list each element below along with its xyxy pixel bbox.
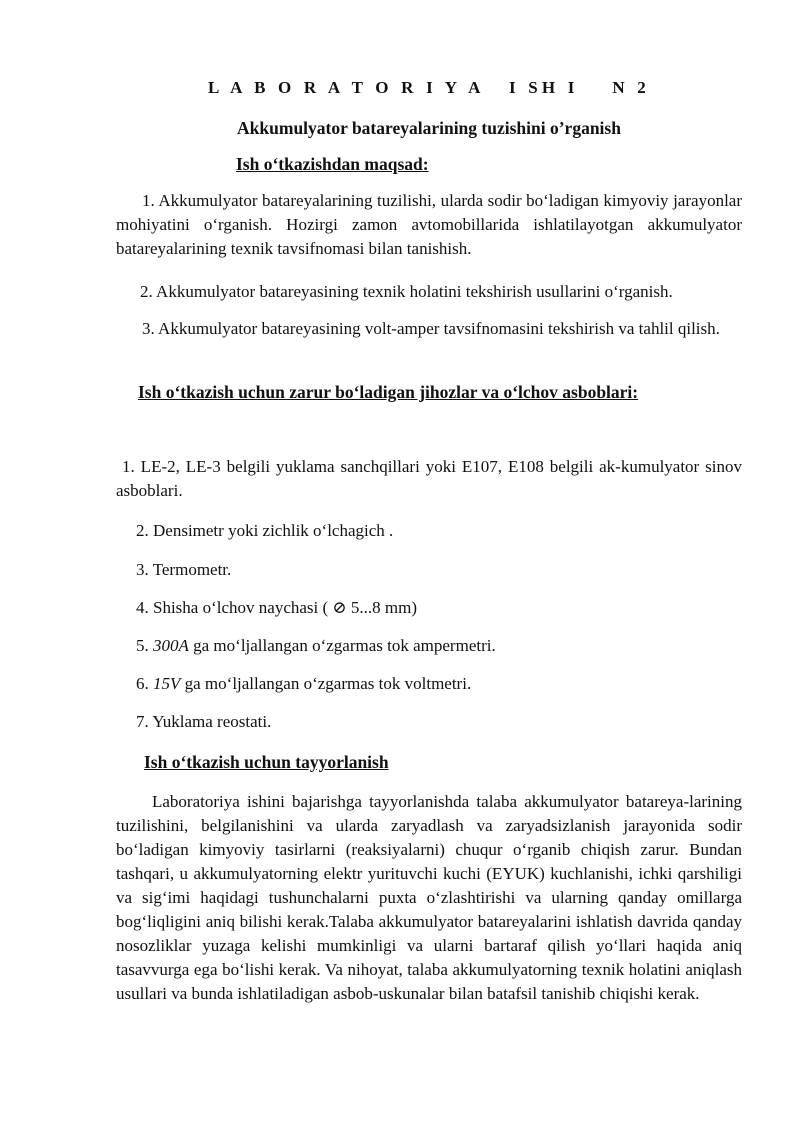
equipment-item-1: 1. LE-2, LE-3 belgili yuklama sanchqillari yoki E107, E108 belgili ak-kumulyator sinov asboblari. [116,457,742,500]
document-subtitle: Akkumulyator batareyalarining tuzishini o’rganish [237,118,621,138]
ampermeter-rating: 300A [153,636,189,655]
purpose-item-1: 1. Akkumulyator batareyalarining tuzilishi, ularda sodir bo‘ladigan kimyoviy jarayonlar mohiyatini o‘rganish. Hozirgi zamon avtomobillarida ishlatilayotgan akkumulyator batareyalarining texnik tavsifnomasi bilan tanishish. [116,191,742,258]
equipment-item-5: 5. 300A ga mo‘ljallangan o‘zgarmas tok ampermetri. [136,636,496,655]
purpose-heading: Ish o‘tkazishdan maqsad: [236,154,429,174]
equipment-item-3: 3. Termometr. [136,560,232,579]
purpose-item-2: 2. Akkumulyator batareyasining texnik holatini tekshirish usullarini o‘rganish. [140,282,673,301]
equipment-heading: Ish o‘tkazish uchun zarur bo‘ladigan jihozlar va o‘lchov asboblari: [138,382,639,402]
document-title: L A B O R A T O R I Y A I SH I N 2 [207,78,651,97]
equipment-item-6: 6. 15V ga mo‘ljallangan o‘zgarmas tok voltmetri. [136,674,472,693]
purpose-item-3: 3. Akkumulyator batareyasining volt-amper tavsifnomasini tekshirish va tahlil qilish. [142,319,720,338]
preparation-heading: Ish o‘tkazish uchun tayyorlanish [144,752,389,772]
equipment-item-5-text: ga mo‘ljallangan o‘zgarmas tok ampermetri. [188,636,496,655]
equipment-item-2: 2. Densimetr yoki zichlik o‘lchagich . [136,521,394,540]
equipment-item-6-text: ga mo‘ljallangan o‘zgarmas tok voltmetri. [180,674,472,693]
equipment-item-4: 4. Shisha o‘lchov naychasi ( ⊘ 5...8 mm) [136,598,418,617]
preparation-paragraph: Laboratoriya ishini bajarishga tayyorlanishda talaba akkumulyator batareya-larining tuzilishini, belgilanishini va ularda zaryadlash va zaryadsizlanish jarayonida sodir bo‘ladigan kimyoviy tasirlarni (reaksiyalarni) chuqur o‘rganib chiqish zarur. Bundan tashqari, u akkumulyatorning elektr yurituvchi kuchi (EYUK) kuchlanishi, ichki qarshiligi va sig‘imi haqidagi tushunchalarni puxta o‘zlashtirishi va ularning qanday omillarga bog‘liqligini aniq bilishi kerak.Talaba akkumulyator batareyalarini ishlatish davrida qanday nosozliklar yuzaga kelishi mumkinligi va ularni bartaraf qilish yo‘llari haqida aniq tasavvurga ega bo‘lishi kerak. Va nihoyat, talaba akkumulyatorning texnik holatini aniqlash usullari va bunda ishlatiladigan asbob-uskunalar bilan batafsil tanishib chiqishi kerak. [116,792,742,1003]
voltmeter-rating: 15V [153,674,181,693]
equipment-item-7: 7. Yuklama reostati. [136,712,272,731]
